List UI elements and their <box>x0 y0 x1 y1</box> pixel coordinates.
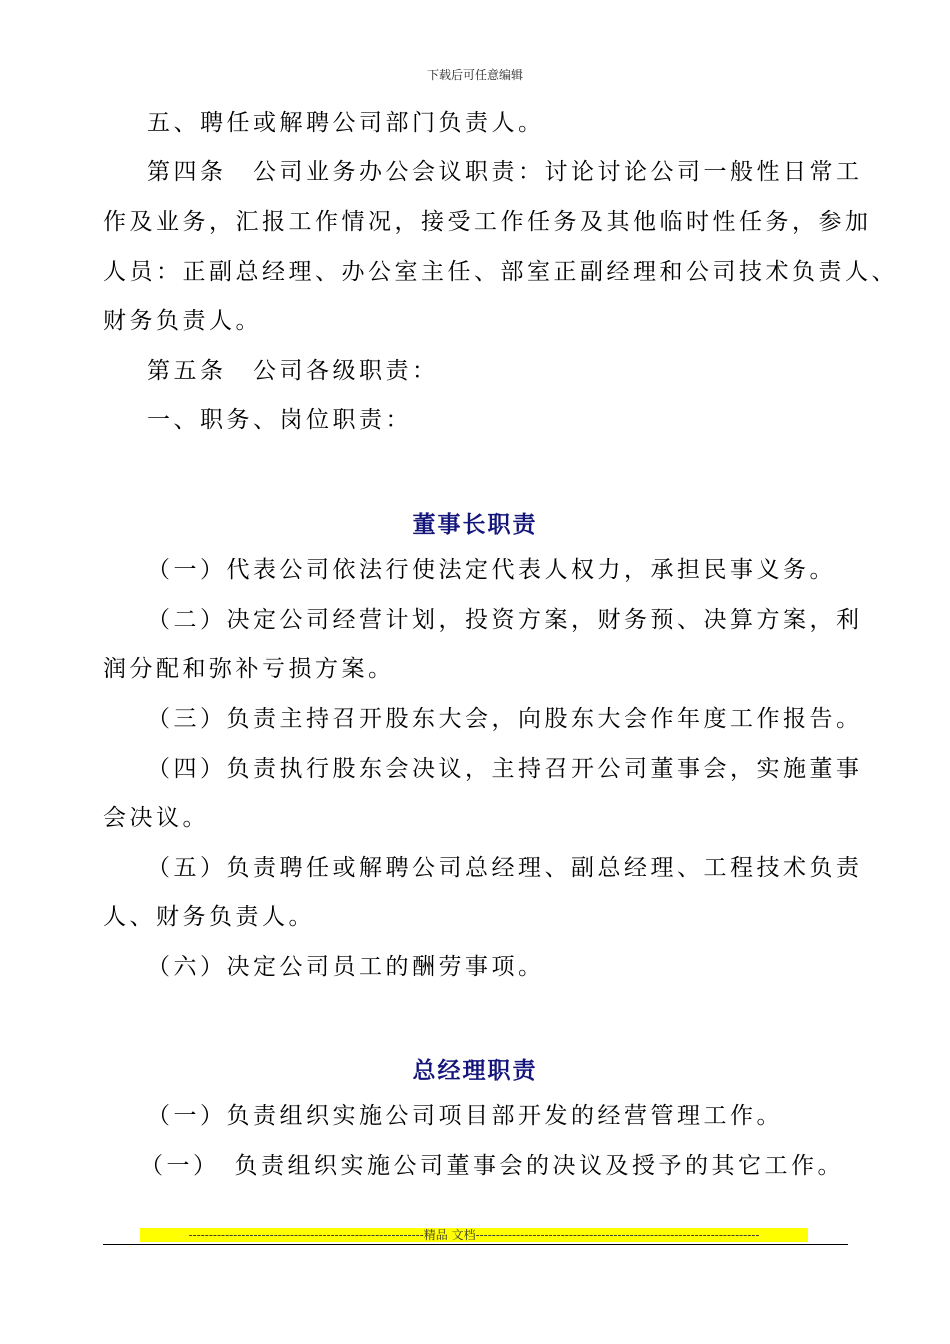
section-heading-general-manager: 总经理职责 <box>412 1058 538 1084</box>
section-line: （一）负责组织实施公司项目部开发的经营管理工作。 <box>147 1103 783 1129</box>
body-line: 五、聘任或解聘公司部门负责人。 <box>147 110 545 136</box>
section-line: 会决议。 <box>103 805 209 831</box>
page-header-note: 下载后可任意编辑 <box>426 68 523 82</box>
section-line: （三）负责主持召开股东大会，向股东大会作年度工作报告。 <box>147 706 863 732</box>
body-line: 一、职务、岗位职责： <box>147 407 412 433</box>
section-line: （六）决定公司员工的酬劳事项。 <box>147 954 545 980</box>
body-line: 第四条 公司业务办公会议职责：讨论讨论公司一般性日常工 <box>147 159 863 185</box>
section-heading-chairman: 董事长职责 <box>412 512 538 538</box>
section-line: （五）负责聘任或解聘公司总经理、副总经理、工程技术负责 <box>147 855 863 881</box>
body-line: 财务负责人。 <box>103 308 262 334</box>
body-line: 人员：正副总经理、办公室主任、部室正副经理和公司技术负责人、 <box>103 259 898 285</box>
section-line: （一） 负责组织实施公司董事会的决议及授予的其它工作。 <box>140 1153 844 1179</box>
section-line: 润分配和弥补亏损方案。 <box>103 656 395 682</box>
section-line: 人、财务负责人。 <box>103 904 315 930</box>
footer-rule <box>103 1244 848 1245</box>
body-line: 作及业务，汇报工作情况，接受工作任务及其他临时性任务，参加 <box>103 209 872 235</box>
section-line: （二）决定公司经营计划，投资方案，财务预、决算方案，利 <box>147 607 863 633</box>
section-line: （一）代表公司依法行使法定代表人权力，承担民事义务。 <box>147 557 836 583</box>
body-line: 第五条 公司各级职责： <box>147 358 439 384</box>
section-line: （四）负责执行股东会决议，主持召开公司董事会，实施董事 <box>147 756 863 782</box>
footer-banner: ----------------------------------------------------------精品 文档---------------------------------------------------------------------- <box>140 1228 808 1242</box>
